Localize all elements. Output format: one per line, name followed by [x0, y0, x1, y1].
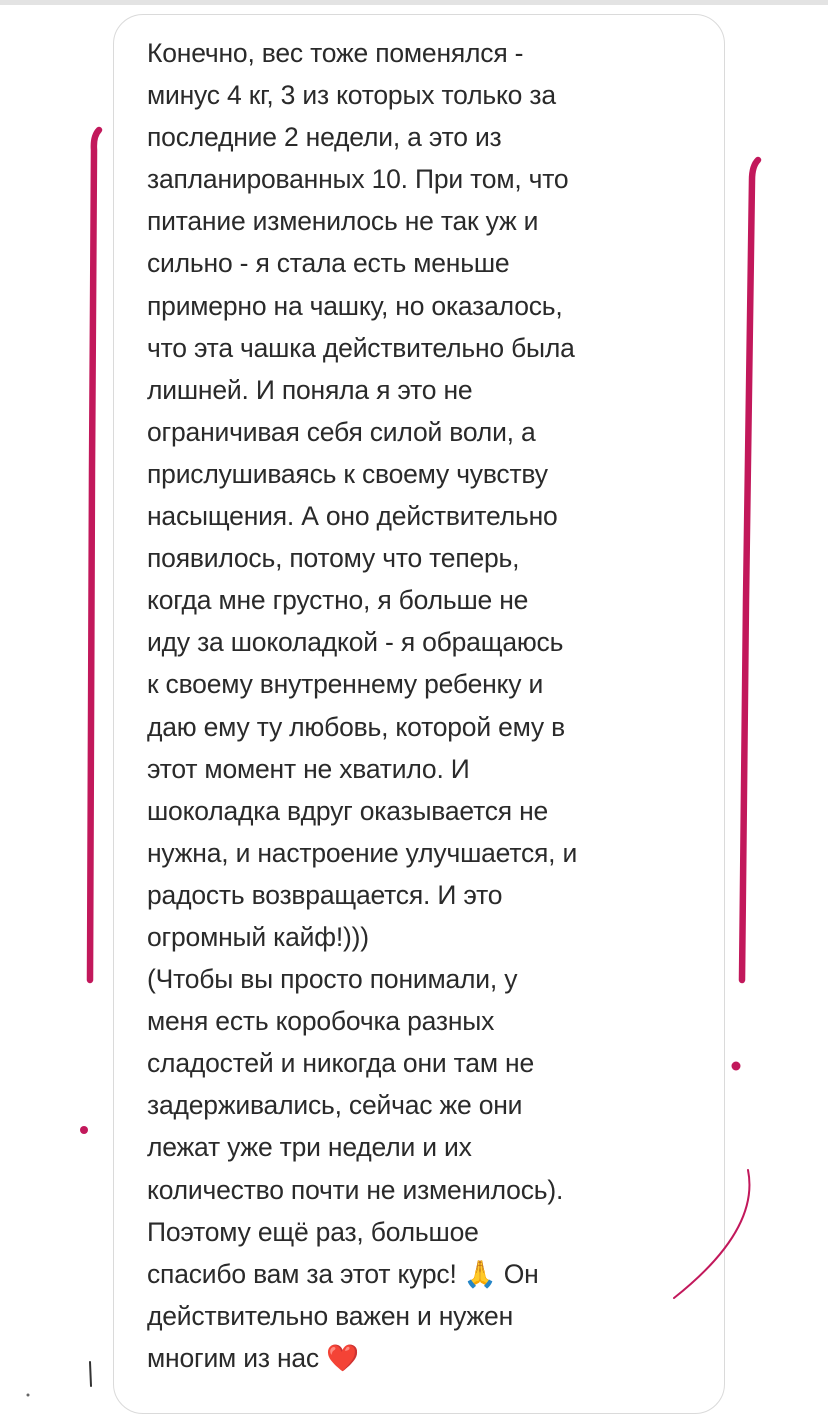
message-line: когда мне грустно, я больше не: [147, 585, 529, 616]
message-line: прислушиваясь к своему чувству: [147, 458, 548, 489]
message-line: огромный кайф!))): [147, 921, 369, 952]
left-marker-stroke: [90, 130, 99, 980]
right-marker-stroke: [742, 160, 758, 980]
message-line: примерно на чашку, но оказалось,: [147, 290, 563, 321]
message-line: сладостей и никогда они там не: [147, 1048, 534, 1079]
message-line: шоколадка вдруг оказывается не: [147, 795, 549, 826]
top-divider: [0, 0, 828, 5]
bottom-left-dot: [27, 1394, 30, 1397]
message-line: радость возвращается. И это: [147, 879, 503, 910]
message-line: этот момент не хватило. И: [147, 753, 470, 784]
message-line: питание изменилось не так уж и: [147, 206, 539, 237]
message-line: ограничивая себя силой воли, а: [147, 416, 536, 447]
message-line: даю ему ту любовь, которой ему в: [147, 711, 566, 742]
message-line: последние 2 недели, а это из: [147, 122, 502, 153]
message-line: сильно - я стала есть меньше: [147, 248, 510, 279]
message-line: запланированных 10. При том, что: [147, 164, 569, 195]
message-line: задерживались, сейчас же они: [147, 1090, 523, 1121]
message-line: Конечно, вес тоже поменялся -: [147, 38, 524, 68]
message-line: к своему внутреннему ребенку и: [147, 669, 544, 700]
message-line: (Чтобы вы просто понимали, у: [147, 964, 518, 995]
message-line: насыщения. А оно действительно: [147, 501, 558, 532]
message-line: Поэтому ещё раз, большое: [147, 1216, 479, 1247]
right-marker-dot: [732, 1062, 741, 1071]
message-line: появилось, потому что теперь,: [147, 543, 520, 574]
left-marker-dot: [80, 1126, 88, 1134]
message-line: иду за шоколадкой - я обращаюсь: [147, 627, 564, 658]
message-text: [147, 32, 707, 1379]
message-line: лишней. И поняла я это не: [147, 374, 473, 405]
message-line: спасибо вам за этот курс! 🙏 Он: [147, 1258, 539, 1289]
message-line: действительно важен и нужен: [147, 1300, 514, 1331]
left-pen-tick: [90, 1362, 91, 1386]
message-line: что эта чашка действительно была: [147, 332, 575, 363]
message-line: меня есть коробочка разных: [147, 1006, 495, 1037]
message-line: нужна, и настроение улучшается, и: [147, 837, 578, 868]
message-line: многим из нас ❤️: [147, 1342, 359, 1373]
message-line: лежат уже три недели и их: [147, 1132, 472, 1163]
message-line: количество почти не изменилось).: [147, 1174, 564, 1205]
message-line: минус 4 кг, 3 из которых только за: [147, 80, 556, 111]
